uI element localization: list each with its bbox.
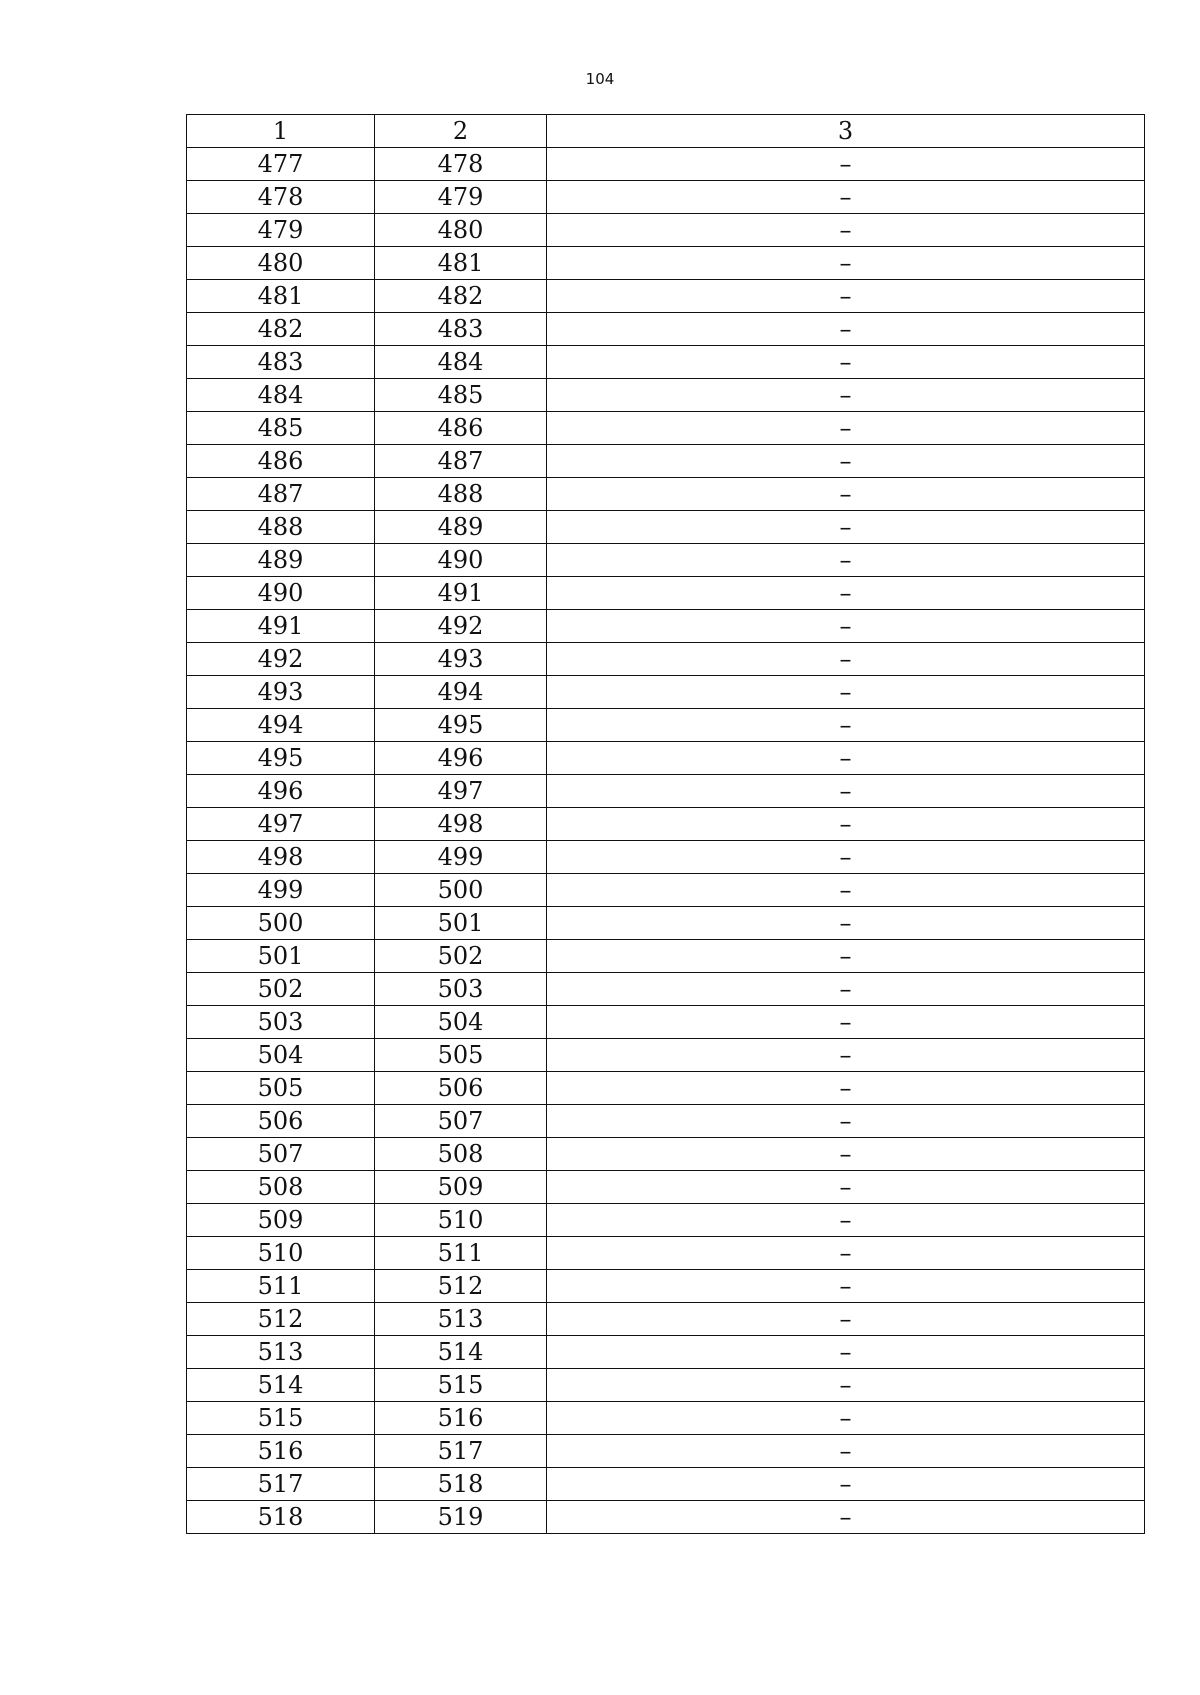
- table-cell-col1: 506: [187, 1105, 375, 1138]
- table-cell-col1: 493: [187, 676, 375, 709]
- table-row: [187, 181, 1145, 214]
- table-cell-col2: 493: [375, 643, 547, 676]
- table-row: [187, 1303, 1145, 1336]
- table-row: [187, 874, 1145, 907]
- table-cell-col3: –: [547, 973, 1145, 1006]
- table-cell-col3: –: [547, 841, 1145, 874]
- table-cell-col2: 502: [375, 940, 547, 973]
- table-cell-col1: 499: [187, 874, 375, 907]
- table-row: [187, 280, 1145, 313]
- table-body: [187, 148, 1145, 1534]
- table-cell-col3: –: [547, 148, 1145, 181]
- table-cell-col2: 506: [375, 1072, 547, 1105]
- table-row: [187, 1006, 1145, 1039]
- table-cell-col1: 502: [187, 973, 375, 1006]
- table-row: [187, 148, 1145, 181]
- table-cell-col1: 516: [187, 1435, 375, 1468]
- table-cell-col2: 517: [375, 1435, 547, 1468]
- table-cell-col3: –: [547, 874, 1145, 907]
- table-cell-col1: 507: [187, 1138, 375, 1171]
- table-row: [187, 1138, 1145, 1171]
- header-cell-3: 3: [547, 115, 1145, 148]
- table-row: [187, 1204, 1145, 1237]
- table-header-row: [187, 115, 1145, 148]
- table-row: [187, 940, 1145, 973]
- table-cell-col2: 513: [375, 1303, 547, 1336]
- table-cell-col3: –: [547, 940, 1145, 973]
- table-row: [187, 1105, 1145, 1138]
- table-cell-col1: 515: [187, 1402, 375, 1435]
- table-cell-col1: 503: [187, 1006, 375, 1039]
- table-row: [187, 247, 1145, 280]
- table-cell-col3: –: [547, 412, 1145, 445]
- table-cell-col3: –: [547, 775, 1145, 808]
- table-cell-col2: 495: [375, 709, 547, 742]
- table-cell-col2: 512: [375, 1270, 547, 1303]
- table-cell-col2: 508: [375, 1138, 547, 1171]
- table-cell-col3: –: [547, 742, 1145, 775]
- table-cell-col1: 495: [187, 742, 375, 775]
- table-cell-col3: –: [547, 643, 1145, 676]
- table-cell-col1: 492: [187, 643, 375, 676]
- table-cell-col3: –: [547, 1336, 1145, 1369]
- table-cell-col3: –: [547, 1171, 1145, 1204]
- table-cell-col3: –: [547, 1303, 1145, 1336]
- table-row: [187, 1237, 1145, 1270]
- table-cell-col2: 498: [375, 808, 547, 841]
- table-row: [187, 313, 1145, 346]
- table-cell-col2: 516: [375, 1402, 547, 1435]
- table-cell-col3: –: [547, 478, 1145, 511]
- table-cell-col2: 480: [375, 214, 547, 247]
- table-cell-col1: 478: [187, 181, 375, 214]
- table-cell-col2: 510: [375, 1204, 547, 1237]
- table-cell-col1: 489: [187, 544, 375, 577]
- table-row: [187, 511, 1145, 544]
- table-cell-col2: 518: [375, 1468, 547, 1501]
- table-row: [187, 676, 1145, 709]
- table-cell-col2: 484: [375, 346, 547, 379]
- table-row: [187, 1369, 1145, 1402]
- table-cell-col3: –: [547, 181, 1145, 214]
- table-cell-col2: 499: [375, 841, 547, 874]
- table-cell-col2: 486: [375, 412, 547, 445]
- table-cell-col3: –: [547, 1369, 1145, 1402]
- table-cell-col1: 482: [187, 313, 375, 346]
- table-cell-col3: –: [547, 577, 1145, 610]
- table-row: [187, 1171, 1145, 1204]
- table-cell-col1: 491: [187, 610, 375, 643]
- table-cell-col1: 509: [187, 1204, 375, 1237]
- table-cell-col3: –: [547, 313, 1145, 346]
- table-cell-col2: 496: [375, 742, 547, 775]
- table-cell-col1: 484: [187, 379, 375, 412]
- table-row: [187, 346, 1145, 379]
- table-cell-col1: 477: [187, 148, 375, 181]
- table-cell-col1: 513: [187, 1336, 375, 1369]
- table-cell-col1: 512: [187, 1303, 375, 1336]
- table-cell-col2: 515: [375, 1369, 547, 1402]
- table-cell-col3: –: [547, 1501, 1145, 1534]
- table-row: [187, 742, 1145, 775]
- table-cell-col3: –: [547, 610, 1145, 643]
- table-cell-col1: 511: [187, 1270, 375, 1303]
- table-row: [187, 1468, 1145, 1501]
- table-cell-col2: 511: [375, 1237, 547, 1270]
- table-row: [187, 379, 1145, 412]
- table-cell-col3: –: [547, 1105, 1145, 1138]
- table-cell-col1: 501: [187, 940, 375, 973]
- table-row: [187, 1336, 1145, 1369]
- table-cell-col1: 490: [187, 577, 375, 610]
- table-cell-col1: 479: [187, 214, 375, 247]
- table-cell-col3: –: [547, 346, 1145, 379]
- table-row: [187, 709, 1145, 742]
- table-cell-col2: 479: [375, 181, 547, 214]
- table-cell-col2: 489: [375, 511, 547, 544]
- table-cell-col3: –: [547, 907, 1145, 940]
- table-cell-col3: –: [547, 1138, 1145, 1171]
- table-cell-col1: 485: [187, 412, 375, 445]
- table-cell-col3: –: [547, 1468, 1145, 1501]
- table-cell-col1: 505: [187, 1072, 375, 1105]
- table-cell-col1: 486: [187, 445, 375, 478]
- table-cell-col1: 481: [187, 280, 375, 313]
- table-cell-col2: 519: [375, 1501, 547, 1534]
- table-row: [187, 610, 1145, 643]
- table-row: [187, 1270, 1145, 1303]
- table-cell-col3: –: [547, 1039, 1145, 1072]
- table-cell-col3: –: [547, 1006, 1145, 1039]
- table-cell-col3: –: [547, 511, 1145, 544]
- table-cell-col1: 497: [187, 808, 375, 841]
- table-row: [187, 544, 1145, 577]
- table-row: [187, 577, 1145, 610]
- table-cell-col2: 491: [375, 577, 547, 610]
- table-cell-col1: 514: [187, 1369, 375, 1402]
- table-cell-col1: 510: [187, 1237, 375, 1270]
- table-cell-col1: 496: [187, 775, 375, 808]
- table-cell-col3: –: [547, 709, 1145, 742]
- table-cell-col2: 497: [375, 775, 547, 808]
- table-row: [187, 478, 1145, 511]
- table-cell-col2: 494: [375, 676, 547, 709]
- table-row: [187, 412, 1145, 445]
- table-cell-col2: 504: [375, 1006, 547, 1039]
- table-row: [187, 973, 1145, 1006]
- table-cell-col3: –: [547, 280, 1145, 313]
- page-number: 104: [585, 70, 615, 88]
- table-cell-col1: 504: [187, 1039, 375, 1072]
- table-cell-col3: –: [547, 1204, 1145, 1237]
- table-cell-col2: 485: [375, 379, 547, 412]
- table-cell-col2: 501: [375, 907, 547, 940]
- table-row: [187, 1072, 1145, 1105]
- table-cell-col1: 500: [187, 907, 375, 940]
- table-cell-col2: 481: [375, 247, 547, 280]
- table-cell-col2: 482: [375, 280, 547, 313]
- data-table: [186, 114, 1145, 1534]
- table-cell-col3: –: [547, 676, 1145, 709]
- table-cell-col3: –: [547, 808, 1145, 841]
- table-cell-col3: –: [547, 445, 1145, 478]
- table-cell-col1: 494: [187, 709, 375, 742]
- table-row: [187, 214, 1145, 247]
- table-cell-col1: 487: [187, 478, 375, 511]
- header-cell-1: 1: [187, 115, 375, 148]
- table-cell-col1: 518: [187, 1501, 375, 1534]
- table-cell-col1: 498: [187, 841, 375, 874]
- table-cell-col3: –: [547, 379, 1145, 412]
- table-row: [187, 643, 1145, 676]
- table-cell-col2: 487: [375, 445, 547, 478]
- table-cell-col2: 483: [375, 313, 547, 346]
- table-cell-col1: 480: [187, 247, 375, 280]
- table-cell-col1: 483: [187, 346, 375, 379]
- table-cell-col3: –: [547, 247, 1145, 280]
- table-cell-col2: 492: [375, 610, 547, 643]
- table-row: [187, 1501, 1145, 1534]
- table-cell-col2: 478: [375, 148, 547, 181]
- table-row: [187, 775, 1145, 808]
- table-cell-col2: 488: [375, 478, 547, 511]
- table-cell-col2: 509: [375, 1171, 547, 1204]
- header-cell-2: 2: [375, 115, 547, 148]
- table-cell-col2: 514: [375, 1336, 547, 1369]
- table-cell-col2: 500: [375, 874, 547, 907]
- table-cell-col3: –: [547, 1237, 1145, 1270]
- table-row: [187, 808, 1145, 841]
- table-cell-col3: –: [547, 544, 1145, 577]
- table-cell-col2: 507: [375, 1105, 547, 1138]
- table-cell-col1: 488: [187, 511, 375, 544]
- table-row: [187, 1039, 1145, 1072]
- table-cell-col1: 508: [187, 1171, 375, 1204]
- table-cell-col2: 503: [375, 973, 547, 1006]
- table-cell-col2: 505: [375, 1039, 547, 1072]
- table-cell-col3: –: [547, 1270, 1145, 1303]
- table-cell-col2: 490: [375, 544, 547, 577]
- table-row: [187, 1402, 1145, 1435]
- table-cell-col3: –: [547, 1402, 1145, 1435]
- table-row: [187, 445, 1145, 478]
- table-row: [187, 1435, 1145, 1468]
- table-cell-col3: –: [547, 1435, 1145, 1468]
- table-row: [187, 841, 1145, 874]
- table-cell-col1: 517: [187, 1468, 375, 1501]
- table-cell-col3: –: [547, 1072, 1145, 1105]
- table-cell-col3: –: [547, 214, 1145, 247]
- table-row: [187, 907, 1145, 940]
